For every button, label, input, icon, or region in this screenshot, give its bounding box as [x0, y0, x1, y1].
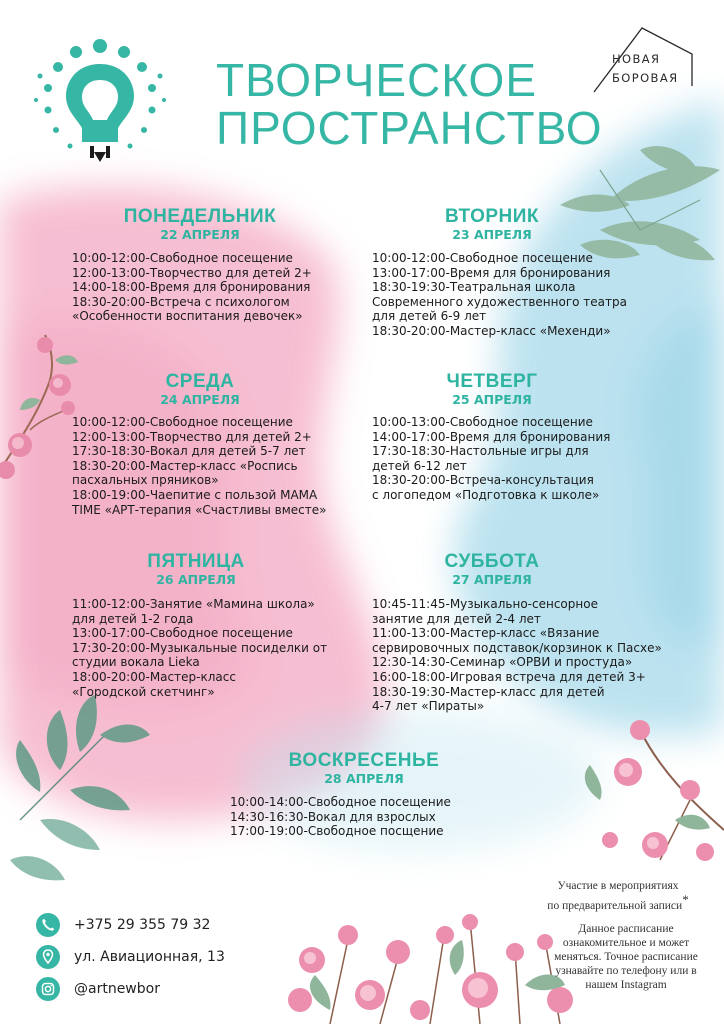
day-heading-sunday: [244, 750, 484, 786]
asterisk: *: [682, 892, 689, 907]
note-line: ознакомительное и может: [562, 937, 690, 949]
day-heading-thursday: [372, 371, 612, 407]
schedule-sunday: [230, 795, 451, 839]
schedule-line: 18:30-20:00-Мастер-класс «Роспись: [72, 458, 298, 473]
day-date: 25 АПРЕЛЯ: [452, 392, 532, 407]
note-line: Данное расписание: [578, 923, 674, 935]
note-line: узнавайте по телефону или в: [555, 965, 697, 977]
day-name: СРЕДА: [165, 371, 235, 392]
brand-logo: [612, 50, 678, 88]
schedule-line: 17:00-19:00-Свободное посщение: [230, 824, 444, 839]
lightbulb-logo-icon: [30, 34, 170, 164]
schedule-line: с логопедом «Подготовка к школе»: [372, 487, 600, 502]
day-date: 27 АПРЕЛЯ: [452, 572, 532, 587]
schedule-line: 12:00-13:00-Творчество для детей 2+: [72, 265, 312, 280]
schedule-line: 10:00-13:00-Свободное посещение: [372, 415, 593, 429]
day-name: ВТОРНИК: [444, 206, 540, 227]
schedule-line: 12:30-14:30-Семинар «ОРВИ и простуда»: [372, 655, 633, 670]
day-heading-tuesday: [372, 206, 612, 242]
schedule-line: 11:00-13:00-Мастер-класс «Вязание: [372, 626, 600, 641]
schedule-line: сервировочных подставок/корзинок к Пасхе»: [372, 640, 662, 655]
schedule-line: 10:00-12:00-Свободное посещение: [372, 251, 593, 265]
schedule-line: 13:00-17:00-Время для бронирования: [372, 265, 611, 280]
contact-address[interactable]: [36, 945, 296, 971]
address: ул. Авиационная, 13: [74, 949, 225, 965]
schedule-line: 10:00-14:00-Свободное посещение: [230, 795, 451, 809]
schedule-line: 12:00-13:00-Творчество для детей 2+: [72, 429, 312, 444]
day-date: 23 АПРЕЛЯ: [452, 227, 532, 242]
location-pin-icon: [36, 945, 60, 969]
day-heading-monday: [80, 206, 320, 242]
phone-number: +375 29 355 79 32: [74, 917, 211, 933]
day-date: 24 АПРЕЛЯ: [160, 392, 240, 407]
schedule-line: занятие для детей 2-4 лет: [372, 611, 541, 626]
brand-line-2: БОРОВАЯ: [612, 71, 679, 85]
schedule-line: 18:30-20:00-Встреча с психологом: [72, 294, 290, 309]
title-line-1: ТВОРЧЕСКОЕ: [216, 54, 538, 106]
note-line: меняться. Точное расписание: [554, 951, 698, 963]
registration-note: [528, 879, 708, 913]
schedule-line: 18:30-19:30-Театральная школа: [372, 280, 576, 295]
schedule-line: 10:45-11:45-Музыкально-сенсорное: [372, 597, 598, 611]
schedule-line: 14:00-18:00-Время для бронирования: [72, 280, 311, 295]
contacts: [36, 913, 296, 1013]
schedule-line: для детей 6-9 лет: [372, 309, 487, 324]
schedule-line: 18:00-20:00-Мастер-класс: [72, 669, 236, 684]
schedule-line: 14:30-16:30-Вокал для взрослых: [230, 809, 436, 824]
schedule-line: детей 6-12 лет: [372, 458, 467, 473]
day-name: ЧЕТВЕРГ: [446, 371, 538, 392]
schedule-line: 16:00-18:00-Игровая встреча для детей 3+: [372, 669, 646, 684]
day-heading-wednesday: [80, 371, 320, 407]
schedule-line: 17:30-20:00-Музыкальные посиделки от: [72, 640, 328, 655]
day-date: 26 АПРЕЛЯ: [156, 572, 236, 587]
day-name: ВОСКРЕСЕНЬЕ: [288, 750, 440, 771]
day-name: ПЯТНИЦА: [147, 551, 245, 572]
schedule-line: Современного художественного театра: [372, 294, 627, 309]
schedule-line: «Городской скетчинг»: [72, 684, 215, 699]
schedule-disclaimer: [546, 922, 706, 992]
title-line-2: ПРОСТРАНСТВО: [216, 102, 603, 154]
phone-icon: [36, 913, 60, 937]
schedule-line: пасхальных пряников»: [72, 473, 219, 488]
schedule-line: 18:30-20:00-Встреча-консультация: [372, 473, 594, 488]
note-line: Участие в мероприятиях: [557, 880, 679, 892]
schedule-line: 13:00-17:00-Свободное посещение: [72, 626, 293, 641]
day-date: 22 АПРЕЛЯ: [160, 227, 240, 242]
schedule-line: студии вокала Lieka: [72, 655, 200, 670]
note-line: [528, 893, 708, 913]
schedule-line: 18:00-19:00-Чаепитие с пользой МАМА: [72, 487, 318, 502]
schedule-line: 14:00-17:00-Время для бронирования: [372, 429, 611, 444]
instagram-icon: [36, 977, 60, 1001]
schedule-line: для детей 1-2 года: [72, 611, 194, 626]
note-line: нашем Instagram: [585, 979, 667, 991]
brand-line-1: НОВАЯ: [612, 52, 661, 66]
schedule-line: 18:30-19:30-Мастер-класс для детей: [372, 684, 605, 699]
instagram-handle: @artnewbor: [74, 981, 160, 997]
schedule-line: «Особенности воспитания девочек»: [72, 309, 303, 324]
schedule-friday: [72, 597, 327, 699]
schedule-saturday: [372, 597, 662, 714]
note-text: по предварительной записи: [547, 899, 683, 912]
schedule-line: 4-7 лет «Пираты»: [372, 699, 485, 714]
schedule-line: 11:00-12:00-Занятие «Мамина школа»: [72, 597, 315, 611]
day-heading-saturday: [372, 551, 612, 587]
schedule-line: TIME «АРТ-терапия «Счастливы вместе»: [72, 502, 327, 517]
schedule-line: 18:30-20:00-Мастер-класс «Мехенди»: [372, 323, 611, 338]
day-name: ПОНЕДЕЛЬНИК: [123, 206, 277, 227]
contact-phone[interactable]: [36, 913, 296, 939]
schedule-thursday: [372, 415, 610, 503]
day-name: СУББОТА: [444, 551, 540, 572]
schedule-monday: [72, 251, 312, 324]
schedule-line: 10:00-12:00-Свободное посещение: [72, 251, 293, 265]
schedule-line: 17:30-18:30-Вокал для детей 5-7 лет: [72, 444, 306, 459]
contact-instagram[interactable]: [36, 977, 296, 1003]
schedule-line: 17:30-18:30-Настольные игры для: [372, 444, 589, 459]
schedule-line: 10:00-12:00-Свободное посещение: [72, 415, 293, 429]
day-date: 28 АПРЕЛЯ: [324, 771, 404, 786]
schedule-tuesday: [372, 251, 627, 339]
schedule-wednesday: [72, 415, 327, 517]
day-heading-friday: [76, 551, 316, 587]
blossom-branch-bottom-right-icon: [585, 720, 724, 861]
page-title: [216, 56, 603, 152]
blossom-bottom-center-icon: [288, 914, 573, 1024]
